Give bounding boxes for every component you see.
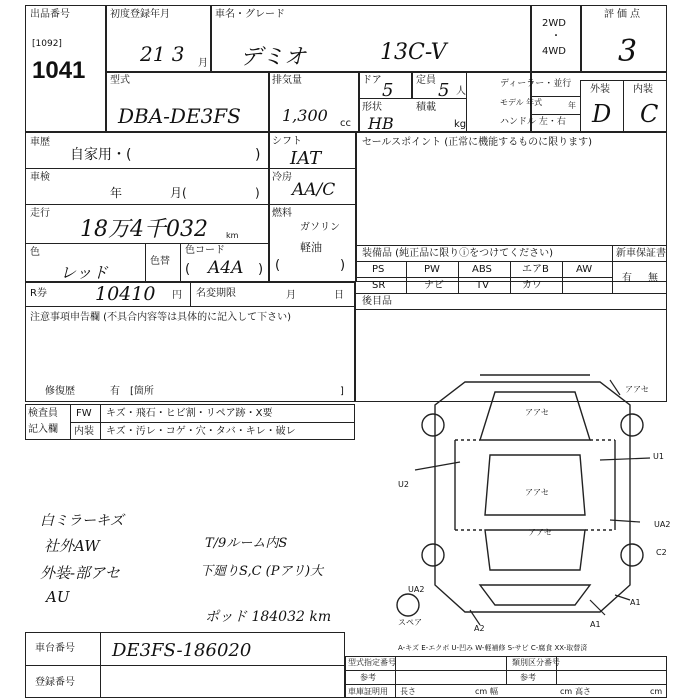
- equip-pw: PW: [424, 264, 440, 275]
- equip-ps: PS: [372, 264, 385, 275]
- lot-label: 出品番号: [30, 9, 70, 20]
- ref-2: 参考: [520, 673, 536, 682]
- cm-3: cm: [650, 687, 663, 696]
- ac-label: 冷房: [272, 172, 292, 183]
- mileage-unit: km: [226, 231, 239, 240]
- inspector-fw-label: FW: [76, 408, 92, 419]
- note-mid-2: 下廻りS,C (Pアリ)大: [200, 564, 324, 579]
- legend: A-キズ E-エクボ U-凹み W-軽補修 S-サビ C-腐食 XX-取替済: [398, 644, 588, 652]
- equip-abs: ABS: [472, 264, 492, 275]
- int-value: C: [640, 100, 659, 128]
- warranty-no: 無: [648, 273, 658, 284]
- diagram-label-10: A2: [474, 624, 485, 633]
- height-label: 高さ: [575, 687, 591, 696]
- load-label: 積載: [416, 102, 436, 113]
- chassis-value: DE3FS-186020: [112, 640, 252, 661]
- first-reg-month-unit: 月: [198, 58, 208, 69]
- repair-value: 有: [110, 386, 120, 397]
- ext-label: 外装: [590, 84, 610, 95]
- fuel-gas: ガソリン: [300, 222, 340, 233]
- disp-unit: cc: [340, 118, 351, 129]
- capacity-unit: 人: [456, 86, 466, 97]
- capacity-label: 定員: [416, 75, 436, 86]
- fuel-diesel: 軽油: [300, 241, 322, 254]
- history-value: 自家用・(: [70, 147, 132, 163]
- color-label: 色: [30, 247, 40, 258]
- inspector-int-label: 内装: [74, 426, 94, 437]
- handle-label: ハンドル 左・右: [500, 117, 566, 127]
- name-change-label: 名変期限: [196, 288, 236, 299]
- category-number-label: 類別区分番号: [512, 658, 560, 667]
- shift-value: IAT: [290, 148, 322, 169]
- note-line-2: 社外AW: [44, 537, 100, 555]
- diagram-label-11: A1: [630, 598, 641, 607]
- inspector-label-bottom: 記入欄: [28, 424, 58, 435]
- load-unit: kg: [454, 119, 467, 130]
- doors-label: ドア: [362, 75, 382, 86]
- sales-label: セールスポイント (正常に機能するものに限ります): [362, 137, 593, 148]
- warranty-label: 新車保証書: [616, 248, 666, 259]
- diagram-label-2: アアセ: [525, 408, 549, 417]
- drive-2wd: 2WD: [542, 18, 566, 29]
- model-label: 型式: [110, 75, 130, 86]
- dealer-label: ディーラー・並行: [500, 79, 572, 89]
- equip-navi: ナビ: [424, 280, 444, 291]
- drive-4wd: 4WD: [542, 46, 566, 57]
- score-label: 評価点: [604, 9, 643, 20]
- repair-label: 修復歴: [45, 386, 75, 397]
- shift-label: シフト: [272, 136, 302, 147]
- mileage-label: 走行: [30, 208, 50, 219]
- chassis-label: 車台番号: [35, 643, 75, 654]
- type-designation-label: 型式指定番号: [348, 658, 396, 667]
- fuel-close: ): [340, 258, 346, 273]
- diagram-label-7: UA2: [654, 520, 671, 529]
- disp-label: 排気量: [272, 75, 302, 86]
- fuel-label: 燃料: [272, 208, 292, 219]
- score-value: 3: [618, 34, 638, 69]
- inspector-fw-items: キズ・飛石・ヒビ割・リペア跡・X要: [106, 408, 273, 419]
- color-code-label: 色コード: [185, 245, 225, 256]
- cm-1: cm: [475, 687, 488, 696]
- model-year-unit: 年: [568, 101, 576, 110]
- diagram-label-12: A1: [590, 620, 601, 629]
- equip-sr: SR: [372, 280, 386, 291]
- recycle-label: R券: [30, 288, 47, 299]
- month-unit: 月: [286, 290, 296, 301]
- first-reg-value: 21 3: [140, 42, 185, 66]
- inspector-label-top: 検査員: [28, 408, 58, 419]
- fuel-paren: (: [275, 258, 281, 273]
- note-line-3: 外装-部アセ: [40, 564, 120, 582]
- day-unit: 日: [334, 290, 344, 301]
- recolor-label: 色替: [150, 256, 170, 267]
- equip-tv: TV: [476, 280, 489, 291]
- int-label: 内装: [633, 84, 653, 95]
- model-year-label: モデル 年式: [500, 98, 543, 107]
- diagram-label-4: アアセ: [528, 528, 552, 537]
- ext-value: D: [592, 100, 612, 128]
- caution-label: 注意事項申告欄 (不具合内容等は具体的に記入して下さい): [30, 312, 291, 323]
- history-label: 車歴: [30, 137, 50, 148]
- equip-leather: カワ: [522, 280, 542, 291]
- spare-label: スペア: [398, 618, 422, 627]
- repair-close: ]: [340, 386, 344, 397]
- warranty-yes: 有: [622, 273, 632, 284]
- diagram-label-9: UA2: [408, 585, 425, 594]
- repair-note: [箇所: [130, 386, 154, 397]
- first-reg-label: 初度登録年月: [110, 9, 170, 20]
- color-code-value: A4A: [208, 258, 244, 278]
- lot-number: 1041: [32, 57, 86, 84]
- diagram-label-3: アアセ: [525, 488, 549, 497]
- equip-airbag: エアB: [522, 264, 549, 275]
- disp-value: 1,300: [282, 106, 328, 125]
- inspection-month: 月(: [170, 186, 187, 200]
- note-odo: ポッド 184032 km: [205, 609, 332, 625]
- name-label: 車名・グレード: [215, 9, 285, 20]
- shape-value: HB: [368, 114, 394, 133]
- note-line-4: AU: [46, 588, 70, 606]
- note-line-1: 白ミラーキズ: [40, 513, 124, 529]
- cert-label: 車庫証明用: [348, 687, 388, 696]
- equip-label: 装備品 (純正品に限りⓘをつけてください): [362, 248, 553, 259]
- diagram-label-6: U1: [653, 452, 664, 461]
- ac-value: AA/C: [292, 180, 336, 200]
- rear-seat-label: 後目品: [362, 296, 392, 307]
- diagram-label-1: アアセ: [625, 385, 649, 394]
- equip-aw: AW: [576, 264, 593, 275]
- mileage-value: 18万4千032: [80, 217, 208, 242]
- diagram-label-8: C2: [656, 548, 667, 557]
- history-close: ): [255, 147, 261, 163]
- cm-2: cm: [560, 687, 573, 696]
- ref-1: 参考: [360, 673, 376, 682]
- inspection-value: 年: [110, 186, 123, 200]
- width-label: 幅: [490, 687, 498, 696]
- inspection-close: ): [255, 186, 260, 200]
- capacity-value: 5: [438, 80, 450, 101]
- color-code-paren: (: [185, 262, 191, 277]
- shape-label: 形状: [362, 102, 382, 113]
- inspection-label: 車検: [30, 172, 50, 183]
- color-code-close: ): [258, 262, 264, 277]
- inspector-int-items: キズ・汚レ・コゲ・穴・タバ・キレ・破レ: [106, 426, 296, 437]
- reg-label: 登録番号: [35, 677, 75, 688]
- lot-code: [1092]: [32, 39, 62, 49]
- drive-dot: ・: [551, 31, 561, 42]
- color-value: レッド: [60, 263, 108, 282]
- recycle-unit: 円: [172, 290, 182, 301]
- grade: 13C-V: [380, 40, 447, 65]
- car-name: デミオ: [240, 45, 307, 70]
- model-value: DBA-DE3FS: [118, 104, 241, 128]
- doors-value: 5: [382, 80, 394, 101]
- length-label: 長さ: [400, 687, 416, 696]
- note-mid-1: T/9ルーム内S: [205, 536, 288, 551]
- recycle-value: 10410: [95, 283, 156, 305]
- diagram-label-5: U2: [398, 480, 409, 489]
